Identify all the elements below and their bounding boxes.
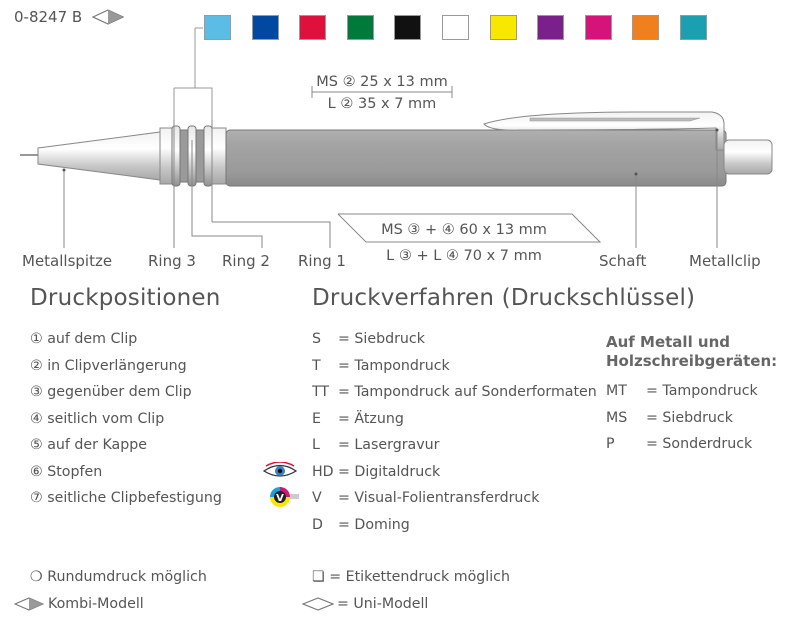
procedures-list [312,326,597,538]
position-item: ④ seitlich vom Clip [30,410,165,427]
positions-list [30,326,222,512]
rundum-icon: ❍ [30,569,43,585]
label-metallspitze: Metallspitze [22,252,113,270]
position-item: ① auf dem Clip [30,331,138,347]
etikett-icon: ❏ [312,569,325,585]
legend-uni: = Uni-Modell [302,596,428,612]
position-item: ③ gegenüber dem Clip [30,384,192,400]
uni-diamond-icon [302,597,334,611]
label-schaft: Schaft [599,252,647,270]
pen-diagram [0,0,800,280]
position-item: ⑥ Stopfen [30,463,103,480]
metal-list [606,378,758,458]
procedure-item: HD = Digitaldruck [312,463,441,480]
procedure-item: E = Ätzung [312,410,404,427]
metal-item: MS = Siebdruck [606,409,733,426]
clip-l-dim: L ② 35 x 7 mm [327,96,437,112]
position-item: ⑦ seitliche Clipbefestigung [30,490,222,506]
procedure-item: L = Lasergravur [312,437,440,453]
label-ring2: Ring 2 [222,252,270,270]
legend-etikett: ❏ = Etikettendruck möglich [312,569,510,585]
legend-kombi: Kombi-Modell [14,596,144,612]
procedure-item: T = Tampondruck [312,357,450,374]
position-item: ② in Clipverlängerung [30,357,187,374]
metal-title: Auf Metall und Holzschreibgeräten: [606,333,778,370]
procedure-item: TT = Tampondruck auf Sonderformaten [312,384,597,400]
visual-logo-icon [268,485,300,509]
kombi-diamond-icon [14,597,44,611]
barrel-ms-dim: MS ③ + ④ 60 x 13 mm [381,222,547,238]
procedures-title: Druckverfahren (Druckschlüssel) [312,285,696,311]
label-ring1: Ring 1 [298,252,346,270]
position-item: ⑤ auf der Kappe [30,437,147,453]
label-ring3: Ring 3 [148,252,196,270]
procedure-item: S = Siebdruck [312,331,425,347]
procedure-item: D = Doming [312,516,410,533]
clip-ms-dim: MS ② 25 x 13 mm [316,74,448,90]
barrel-l-dim: L ③ + L ④ 70 x 7 mm [386,248,542,264]
label-metallclip: Metallclip [689,252,761,270]
metal-item: MT = Tampondruck [606,383,758,399]
positions-title: Druckpositionen [30,285,221,311]
metal-item: P = Sonderdruck [606,436,753,452]
legend-rundum: ❍ Rundumdruck möglich [30,569,207,585]
product-code: 0-8247 B [14,8,83,26]
svg-text:V: V [276,493,284,504]
procedure-item: V = Visual-Folientransferdruck [312,490,540,506]
eye-icon [262,462,298,480]
